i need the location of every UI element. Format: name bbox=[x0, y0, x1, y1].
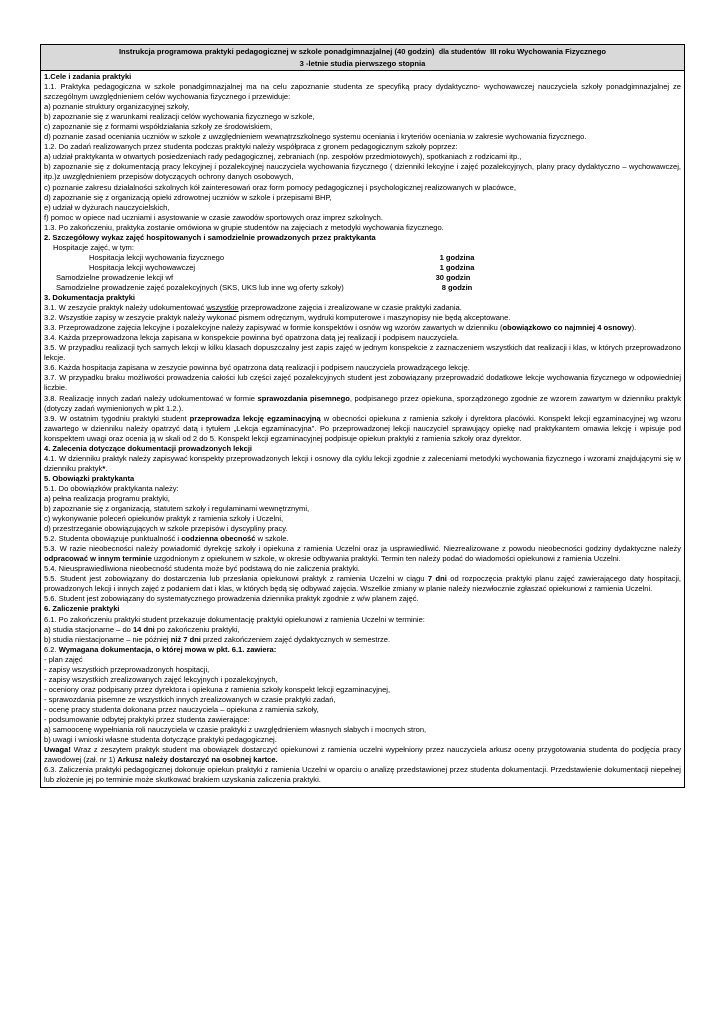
paragraph-3-1 bbox=[44, 303, 681, 313]
bold-text: obowiązkowo co najmniej 4 osnowy bbox=[502, 323, 632, 333]
list-item: d) przestrzeganie obowiązujących w szkole przepisów i dyscypliny pracy. bbox=[44, 524, 288, 534]
header-line-1 bbox=[43, 46, 682, 58]
text-run: w szkole. bbox=[257, 534, 289, 544]
paragraph-1-2: 1.2. Do zadań realizowanych przez studenta podczas praktyki należy współpraca z gronem pedagogicznym szkoły poprzez: bbox=[44, 142, 458, 152]
warning-label: Uwaga! bbox=[44, 745, 71, 755]
paragraph-3-6: 3.6. Każda hospitacja zapisana w zeszycie powinna być opatrzona datą realizacji i podpisem nauczyciela prowadzącego lekcję. bbox=[44, 363, 470, 373]
paragraph-3-5: 3.5. W przypadku realizacji tych samych lekcji w kilku klasach dopuszczalny jest zapis zajęć w jednym konspekcie z zaznaczeniem wszystkich dat realizacji i klas, w których przeprowadzono lekcje. bbox=[44, 343, 681, 363]
text-run: b) studia niestacjonarne – nie później bbox=[44, 634, 169, 644]
hours-row bbox=[44, 283, 681, 293]
bold-text: przeprowadza lekcję egzaminacyjną bbox=[189, 413, 321, 423]
text-run: 6.2. bbox=[44, 644, 57, 654]
bold-text: Wymagana dokumentacja, o której mowa w pkt. 6.1. zawiera: bbox=[58, 644, 277, 654]
paragraph-1-1: 1.1. Praktyka pedagogiczna w szkole ponadgimnazjalnej ma na celu zapoznanie studenta ze specyfiką pracy dydaktyczno- wychowawczej nauczyciela szkoły ponadgimnazjalnej ze szczególnym uwzględnieniem celów wychowania fizycznego i przewiduje: bbox=[44, 82, 681, 102]
text-run: , podpisanego przez opiekuna, sporządzonego zgodnie ze wzorem zawartym w dzienniku praktyk (dotyczy zadań wymienionych w pkt 1.2.). bbox=[44, 393, 681, 413]
footnote-star: * bbox=[102, 463, 106, 473]
text-run: po zakończeniu praktyki, bbox=[156, 624, 240, 634]
text-run: Wraz z zeszytem praktyk student ma obowiązek dostarczyć opiekunowi z ramienia uczelni wypełniony przez nauczyciela arkusz oceny przygotowania studenta do podjęcia pracy zawodowej (zał. nr 1) bbox=[44, 745, 681, 765]
paragraph-4-1 bbox=[44, 454, 681, 474]
text-run: od rozpoczęcia praktyki planu zajęć zawierającego daty hospitacji, prowadzonych lekcji i innych zajęć z podaniem dat i klas, w których będą się odbywać zajęcia. Wszelkie zmiany w planie należy niezwłocznie zgłaszać opiekunowi z ramienia Uczelni. bbox=[44, 574, 681, 594]
list-item bbox=[44, 635, 681, 645]
list-item: - zapisy wszystkich przeprowadzonych hospitacji, bbox=[44, 664, 210, 674]
header-title: Instrukcja programowa praktyki pedagogicznej w szkole ponadgimnazjalnej (40 godzin) bbox=[118, 47, 435, 56]
list-item: a) udział praktykanta w otwartych posiedzeniach rady pedagogicznej, zebraniach (np. zespołów przedmiotowych), spotkaniach z rodzicami itp., bbox=[44, 152, 522, 162]
list-item: c) wykonywanie poleceń opiekunów praktyk z ramienia szkoły i Uczelni, bbox=[44, 514, 284, 524]
paragraph-1-3: 1.3. Po zakończeniu, praktyka zostanie omówiona w grupie studentów na zajęciach z metodyki wychowania fizycznego. bbox=[44, 222, 444, 232]
paragraph-5-1: 5.1. Do obowiązków praktykanta należy: bbox=[44, 483, 179, 493]
list-item: - zapisy wszystkich zrealizowanych zajęć lekcyjnych i pozalekcyjnych, bbox=[44, 674, 278, 684]
paragraph-5-6: 5.6. Student jest zobowiązany do systematycznego prowadzenia dziennika praktyk zgodnie z w/w planem zajęć. bbox=[44, 594, 419, 604]
bold-text: codzienna obecność bbox=[181, 534, 256, 544]
paragraph-3-8 bbox=[44, 394, 681, 414]
text-run: przed zakończeniem zajęć dydaktycznych w semestrze. bbox=[203, 634, 391, 644]
list-item: - plan zajęć bbox=[44, 654, 83, 664]
section-3-title: 3. Dokumentacja praktyki bbox=[44, 293, 136, 303]
list-item: b) zapoznanie się z dokumentacją pracy lekcyjnej i pozalekcyjnej nauczyciela wychowania fizycznego ( dzienniki lekcyjne i zajęć pozalekcyjnych, plany pracy dydaktyczno – wychowawczej, itp.)z uwzględnieniem przepisów dotyczących ochrony danych osobowych, bbox=[44, 162, 681, 182]
list-item bbox=[44, 625, 681, 635]
paragraph-5-3 bbox=[44, 544, 681, 564]
section-4-title: 4. Zalecenia dotyczące dokumentacji prowadzonych lekcji bbox=[44, 443, 253, 453]
paragraph-3-7: 3.7. W przypadku braku możliwości prowadzenia całości lub części zajęć pozalekcyjnych student jest zobowiązany przeprowadzić dodatkowe lekcje wychowania fizycznego w odpowiedniej liczbie. bbox=[44, 373, 681, 393]
hours-row bbox=[44, 273, 681, 283]
hours-value: 1 godzina bbox=[439, 252, 475, 262]
text-run: . bbox=[105, 463, 108, 473]
list-item: - sprawozdania pisemne ze wszystkich innych zrealizowanych w czasie praktyki zadań, bbox=[44, 694, 336, 704]
list-item: c) zapoznanie się z formami współdziałania szkoły ze środowiskiem, bbox=[44, 122, 273, 132]
text-run: w obecności opiekuna z ramienia szkoły i dyrektora placówki. Konspekt lekcji egzaminacyjnej wg wzoru zawartego w dzienniku należy opatrzyć datą i tytułem „Lekcja egzaminacyjna". Po przeprowadzonej lekcji nauczyciel sprawujący opiekę nad praktykantem omawia lekcję i wpisuje pod konspektem uwagi oraz ocenia ją w skali od 2 do 5. Konspekt lekcji egzaminacyjnej podpisuje opiekun praktyki z ramienia szkoły oraz dyrektor. bbox=[44, 413, 681, 443]
list-item: a) poznanie struktury organizacyjnej szkoły, bbox=[44, 102, 190, 112]
hours-label: Hospitacja lekcji wychowawczej bbox=[89, 262, 196, 272]
section-2-title: 2. Szczegółowy wykaz zajęć hospitowanych i samodzielnie prowadzonych przez praktykanta bbox=[44, 232, 376, 242]
list-item: e) udział w dyżurach nauczycielskich, bbox=[44, 202, 170, 212]
paragraph-6-3: 6.3. Zaliczenia praktyki pedagogicznej dokonuje opiekun praktyki z ramienia Uczelni w oparciu o analizę przedstawionej przez studenta dokumentacji. Przedstawienie dokumentacji niepełnej lub złożenie jej po terminie może skutkować brakiem uzyskania zaliczenia praktyki. bbox=[44, 765, 681, 785]
paragraph-3-9 bbox=[44, 414, 681, 444]
hours-row bbox=[44, 263, 681, 273]
bold-text: sprawozdania pisemnego bbox=[257, 393, 350, 403]
bold-text: odpracować w innym terminie bbox=[44, 554, 152, 564]
section-1-title: 1.Cele i zadania praktyki bbox=[44, 72, 132, 81]
list-item: - ocenę pracy studenta dokonana przez nauczyciela – opiekuna z ramienia szkoły, bbox=[44, 704, 319, 714]
list-item: a) samoocenę wypełniania roli nauczyciela w czasie praktyki z uwzględnieniem własnych słabych i mocnych stron, bbox=[44, 725, 427, 735]
list-item: - podsumowanie odbytej praktyki przez studenta zawierające: bbox=[44, 715, 250, 724]
paragraph-3-2: 3.2. Wszystkie zapisy w zeszycie praktyk należy wykonać pismem odręcznym, wydruki komputerowe i maszynopisy nie będą akceptowane. bbox=[44, 313, 511, 323]
list-item: f) pomoc w opiece nad uczniami i asystowanie w czasie zawodów sportowych oraz imprez szkolnych. bbox=[44, 212, 383, 222]
text-run: 5.2. Studenta obowiązuje punktualność i bbox=[44, 534, 180, 544]
bold-text: Arkusz należy dostarczyć na osobnej kartce. bbox=[117, 755, 278, 765]
text-run: przeprowadzone zajęcia i zrealizowane w czasie praktyki zadania. bbox=[240, 303, 462, 313]
paragraph-5-2 bbox=[44, 534, 681, 544]
text-run: 3.3. Przeprowadzone zajęcia lekcyjne i pozalekcyjne należy zapisywać w formie konspektów i osnów wg wzorów zawartych w dzienniku ( bbox=[44, 323, 503, 333]
text-run: 3.9. W ostatnim tygodniu praktyki student bbox=[44, 413, 187, 423]
hours-row bbox=[44, 253, 681, 263]
hours-label: Hospitacja lekcji wychowania fizycznego bbox=[89, 252, 225, 262]
header-for-students: dla studentów bbox=[438, 49, 486, 56]
header-field: Wychowania Fizycznego bbox=[517, 47, 607, 56]
underlined-text: wszystkie bbox=[206, 303, 239, 313]
bold-text: 7 dni bbox=[427, 574, 447, 584]
list-item: b) uwagi i wnioski własne studenta dotyczące praktyki pedagogicznej. bbox=[44, 735, 277, 745]
hours-value: 8 godzin bbox=[441, 282, 473, 292]
list-item: b) zapoznanie się z organizacją, statutem szkoły i regulaminami wewnętrznymi, bbox=[44, 504, 310, 514]
document-header bbox=[40, 44, 685, 71]
paragraph-5-4: 5.4. Nieusprawiedliwiona nieobecność studenta może być podstawą do nie zaliczenia praktyki. bbox=[44, 564, 360, 574]
header-year: III roku bbox=[490, 47, 516, 56]
list-item: - oceniony oraz podpisany przez dyrektora i opiekuna z ramienia szkoły konspekt lekcji egzaminacyjnej, bbox=[44, 684, 391, 694]
text-run: ). bbox=[631, 323, 637, 333]
list-item: d) zapoznanie się z organizacją opieki zdrowotnej uczniów w szkole i przepisami BHP, bbox=[44, 192, 332, 202]
paragraph-3-4: 3.4. Każda przeprowadzona lekcja zapisana w konspekcie powinna być opatrzona datą jej realizacji i podpisem nauczyciela. bbox=[44, 333, 459, 343]
header-line-2: 3 -letnie studia pierwszego stopnia bbox=[299, 59, 426, 68]
warning-note bbox=[44, 745, 681, 765]
section-5-title: 5. Obowiązki praktykanta bbox=[44, 473, 135, 483]
text-run: 5.5. Student jest zobowiązany do dostarczenia lub przesłania opiekunowi praktyk z ramienia Uczelni w ciągu bbox=[44, 574, 425, 584]
paragraph-5-5 bbox=[44, 574, 681, 594]
text-run: a) studia stacjonarne – do bbox=[44, 624, 131, 634]
list-item: b) zapoznanie się z warunkami realizacji celów wychowania fizycznego w szkole, bbox=[44, 112, 315, 122]
document-page bbox=[40, 44, 685, 788]
list-item: c) poznanie zakresu działalności szkolnych kół zainteresowań oraz form pomocy pedagogicznej i psychologicznej realizowanych w placówce, bbox=[44, 182, 516, 192]
paragraph-6-2 bbox=[44, 645, 681, 655]
bold-text: 14 dni bbox=[132, 624, 155, 634]
hours-value: 30 godzin bbox=[435, 272, 471, 282]
text-run: 3.1. W zeszycie praktyk należy udokumentować bbox=[44, 303, 205, 313]
document-body bbox=[40, 71, 685, 788]
hours-label: Samodzielne prowadzenie lekcji wf bbox=[56, 272, 174, 282]
hours-intro: Hospitacje zajęć, w tym: bbox=[53, 242, 134, 252]
hours-label: Samodzielne prowadzenie zajęć pozalekcyjnych (SKS, UKS lub inne wg oferty szkoły) bbox=[56, 282, 344, 292]
paragraph-6-1: 6.1. Po zakończeniu praktyki student przekazuje dokumentację praktyki opiekunowi z ramienia Uczelni w terminie: bbox=[44, 614, 425, 624]
text-run: uzgodnionym z opiekunem w szkole, w okresie odbywania praktyki. Termin ten należy podać do wiadomości opiekunowi z ramienia Uczelni. bbox=[153, 554, 621, 564]
text-run: 5.3. W razie nieobecności należy powiadomić dyrekcję szkoły i opiekuna z ramienia Uczelni oraz ja usprawiedliwić. Niezrealizowane z powodu nieobecności godziny dydaktyczne należy bbox=[44, 544, 681, 554]
text-run: 3.8. Realizację innych zadań należy udokumentować w formie bbox=[44, 393, 255, 403]
text-run: 4.1. W dzienniku praktyk należy zapisywać konspekty przeprowadzonych lekcji i osnowy dla cyklu lekcji zgodnie z zaleceniami metodyki wychowania fizycznego i wzorami znajdującymi się w dzienniku praktyk bbox=[44, 453, 681, 473]
list-item: a) pełna realizacja programu praktyki, bbox=[44, 493, 170, 503]
hours-value: 1 godzina bbox=[439, 262, 475, 272]
list-item: d) poznanie zasad oceniania uczniów w szkole z uwzględnieniem wewnątrzszkolnego systemu oceniania i kryteriów oceniania w zakresie wychowania fizycznego. bbox=[44, 132, 587, 142]
bold-text: niż 7 dni bbox=[170, 634, 201, 644]
section-6-title: 6. Zaliczenie praktyki bbox=[44, 604, 120, 614]
paragraph-3-3 bbox=[44, 323, 681, 333]
